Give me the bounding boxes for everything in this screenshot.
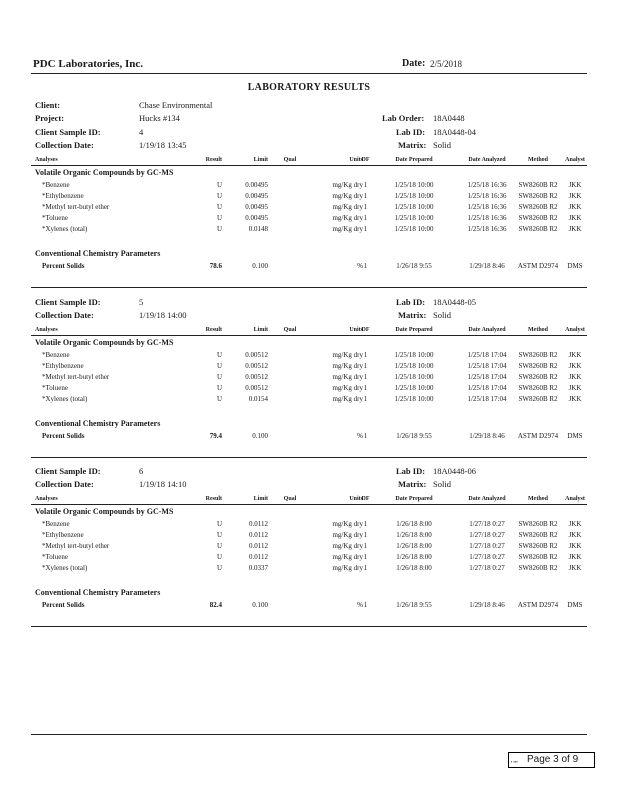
- table-cell-analysis: *Benzene: [42, 181, 70, 189]
- table-cell-limit: 0.0337: [248, 564, 268, 572]
- table-cell-df: 1: [363, 203, 368, 211]
- table-cell-analysis: *Methyl tert-butyl ether: [42, 203, 110, 211]
- table-cell-result: U: [216, 362, 222, 370]
- lab-id-label: Lab ID:: [396, 127, 426, 137]
- col-header-qual: Qual: [283, 157, 297, 163]
- section-title-voc: Volatile Organic Compounds by GC-MS: [35, 168, 174, 177]
- table-cell-date-prepared: 1/26/18 9:55: [396, 601, 432, 609]
- table-cell-date-prepared: 1/26/18 9:55: [396, 432, 432, 440]
- col-header-result: Result: [205, 157, 222, 163]
- table-cell-date-analyzed: 1/29/18 8:46: [469, 432, 505, 440]
- table-cell-units: mg/Kg dry: [332, 373, 363, 381]
- table-cell-result: U: [216, 225, 222, 233]
- table-cell-date-prepared: 1/26/18 8:00: [396, 542, 432, 550]
- lab-order-label: Lab Order:: [382, 113, 425, 123]
- table-cell-date-analyzed: 1/27/18 0:27: [469, 520, 505, 528]
- table-cell-analyst: DMS: [567, 601, 583, 609]
- report-title: LABORATORY RESULTS: [247, 82, 371, 93]
- table-cell-analyst: JKK: [568, 214, 582, 222]
- table-cell-units: mg/Kg dry: [332, 214, 363, 222]
- table-cell-date-prepared: 1/26/18 9:55: [396, 262, 432, 270]
- table-cell-df: 1: [363, 432, 368, 440]
- table-cell-analyst: DMS: [567, 432, 583, 440]
- table-cell-result: U: [216, 542, 222, 550]
- table-cell-date-prepared: 1/25/18 10:00: [394, 362, 434, 370]
- table-cell-result: U: [216, 373, 222, 381]
- table-cell-limit: 0.0112: [249, 542, 268, 550]
- table-cell-analyst: JKK: [568, 520, 582, 528]
- table-cell-df: 1: [363, 181, 368, 189]
- column-header-rule: [31, 165, 587, 166]
- table-cell-limit: 0.00495: [245, 181, 268, 189]
- table-cell-date-prepared: 1/26/18 8:00: [396, 553, 432, 561]
- table-cell-units: mg/Kg dry: [332, 192, 363, 200]
- section-title-conventional: Conventional Chemistry Parameters: [35, 419, 161, 428]
- table-cell-analyst: JKK: [568, 351, 582, 359]
- table-cell-method: SW8260B R2: [518, 564, 558, 572]
- client-sample-id: 6: [139, 466, 144, 476]
- table-cell-limit: 0.00495: [245, 214, 268, 222]
- table-cell-units: mg/Kg dry: [332, 203, 363, 211]
- table-cell-method: ASTM D2974: [517, 432, 559, 440]
- table-cell-analyst: JKK: [568, 225, 582, 233]
- collection-date: 1/19/18 14:10: [139, 479, 187, 489]
- col-header-df: DF: [361, 327, 370, 333]
- table-cell-method: SW8260B R2: [518, 225, 558, 233]
- lab-id: 18A0448-04: [433, 127, 476, 137]
- table-cell-units: mg/Kg dry: [332, 362, 363, 370]
- table-cell-analyst: JKK: [568, 542, 582, 550]
- table-cell-df: 1: [363, 384, 368, 392]
- table-cell-df: 1: [363, 553, 368, 561]
- col-header-analyst: Analyst: [565, 496, 585, 502]
- table-cell-units: %: [357, 262, 363, 270]
- col-header-units: Units: [349, 157, 363, 163]
- table-cell-result: 82.4: [209, 601, 222, 609]
- table-cell-units: mg/Kg dry: [332, 520, 363, 528]
- table-cell-method: SW8260B R2: [518, 531, 558, 539]
- table-cell-analyst: JKK: [568, 553, 582, 561]
- table-cell-date-analyzed: 1/29/18 8:46: [469, 262, 505, 270]
- report-date-label: Date:: [402, 58, 426, 69]
- table-cell-df: 1: [363, 601, 368, 609]
- table-cell-df: 1: [363, 373, 368, 381]
- table-cell-analyst: JKK: [568, 384, 582, 392]
- table-cell-date-prepared: 1/25/18 10:00: [394, 384, 434, 392]
- section-title-conventional: Conventional Chemistry Parameters: [35, 588, 161, 597]
- table-cell-date-prepared: 1/25/18 10:00: [394, 373, 434, 381]
- table-cell-date-prepared: 1/26/18 8:00: [396, 520, 432, 528]
- table-cell-date-analyzed: 1/27/18 0:27: [469, 564, 505, 572]
- table-cell-analysis: *Ethylbenzene: [42, 192, 84, 200]
- col-header-result: Result: [205, 496, 222, 502]
- table-cell-method: SW8260B R2: [518, 553, 558, 561]
- table-cell-limit: 0.00512: [245, 362, 268, 370]
- table-cell-units: %: [357, 432, 363, 440]
- table-cell-analyst: JKK: [568, 531, 582, 539]
- table-cell-analysis: *Toluene: [42, 214, 68, 222]
- table-cell-method: SW8260B R2: [518, 214, 558, 222]
- col-header-analysis: Analyses: [35, 496, 58, 502]
- table-cell-method: SW8260B R2: [518, 351, 558, 359]
- table-cell-analysis: *Benzene: [42, 520, 70, 528]
- table-cell-date-prepared: 1/25/18 10:00: [394, 225, 434, 233]
- client-sample-id: 5: [139, 297, 144, 307]
- table-cell-analysis: *Toluene: [42, 384, 68, 392]
- page-indicator: [508, 752, 595, 768]
- client-name: Chase Environmental: [139, 100, 213, 110]
- collection-date: 1/19/18 13:45: [139, 140, 187, 150]
- col-header-qual: Qual: [283, 327, 297, 333]
- table-cell-units: mg/Kg dry: [332, 564, 363, 572]
- collection-date-label: Collection Date:: [35, 479, 94, 489]
- lab-id-label: Lab ID:: [396, 297, 426, 307]
- col-header-limit: Limit: [253, 496, 268, 502]
- table-cell-analysis: *Benzene: [42, 351, 70, 359]
- table-cell-analysis: *Xylenes (total): [42, 564, 88, 572]
- table-cell-date-prepared: 1/25/18 10:00: [394, 214, 434, 222]
- table-cell-limit: 0.0112: [249, 520, 268, 528]
- col-header-analysis: Analyses: [35, 157, 58, 163]
- table-cell-units: mg/Kg dry: [332, 225, 363, 233]
- table-cell-date-analyzed: 1/25/18 16:36: [467, 181, 507, 189]
- col-header-date-analyzed: Date Analyzed: [468, 157, 506, 163]
- col-header-method: Method: [528, 496, 548, 502]
- table-cell-date-analyzed: 1/25/18 17:04: [467, 384, 507, 392]
- table-cell-method: SW8260B R2: [518, 384, 558, 392]
- table-cell-limit: 0.0112: [249, 553, 268, 561]
- lab-id: 18A0448-06: [433, 466, 476, 476]
- table-cell-df: 1: [363, 395, 368, 403]
- table-cell-date-prepared: 1/25/18 10:00: [394, 203, 434, 211]
- table-cell-df: 1: [363, 564, 368, 572]
- company-name: PDC Laboratories, Inc.: [33, 58, 143, 70]
- table-cell-date-analyzed: 1/25/18 16:36: [467, 192, 507, 200]
- table-cell-analyst: DMS: [567, 262, 583, 270]
- table-cell-analyst: JKK: [568, 181, 582, 189]
- table-cell-date-analyzed: 1/25/18 16:36: [467, 214, 507, 222]
- col-header-method: Method: [528, 327, 548, 333]
- table-cell-limit: 0.00495: [245, 192, 268, 200]
- lab-order: 18A0448: [433, 113, 465, 123]
- page-number: Page 3 of 9: [527, 754, 579, 765]
- column-header-rule: [31, 504, 587, 505]
- table-cell-method: SW8260B R2: [518, 520, 558, 528]
- section-title-voc: Volatile Organic Compounds by GC-MS: [35, 507, 174, 516]
- client-sample-id-label: Client Sample ID:: [35, 466, 101, 476]
- report-date: 2/5/2018: [430, 59, 463, 69]
- col-header-date-prepared: Date Prepared: [395, 157, 433, 163]
- col-header-date-analyzed: Date Analyzed: [468, 327, 506, 333]
- col-header-method: Method: [528, 157, 548, 163]
- table-cell-df: 1: [363, 531, 368, 539]
- table-cell-units: mg/Kg dry: [332, 553, 363, 561]
- table-cell-date-analyzed: 1/25/18 17:04: [467, 351, 507, 359]
- table-cell-df: 1: [363, 542, 368, 550]
- table-cell-result: U: [216, 351, 222, 359]
- table-cell-result: U: [216, 203, 222, 211]
- project-name: Hucks #134: [139, 113, 180, 123]
- section-title-voc: Volatile Organic Compounds by GC-MS: [35, 338, 174, 347]
- table-cell-df: 1: [363, 214, 368, 222]
- col-header-units: Units: [349, 327, 363, 333]
- matrix-label: Matrix:: [398, 310, 427, 320]
- col-header-qual: Qual: [283, 496, 297, 502]
- col-header-units: Units: [349, 496, 363, 502]
- table-cell-analysis: Percent Solids: [42, 601, 85, 609]
- table-cell-date-analyzed: 1/25/18 17:04: [467, 373, 507, 381]
- table-cell-date-prepared: 1/25/18 10:00: [394, 192, 434, 200]
- header-rule: [31, 73, 587, 74]
- table-cell-method: SW8260B R2: [518, 373, 558, 381]
- table-cell-analyst: JKK: [568, 192, 582, 200]
- sample-block-rule: [31, 626, 587, 627]
- client-sample-id-label: Client Sample ID:: [35, 127, 101, 137]
- table-cell-result: U: [216, 564, 222, 572]
- col-header-analyst: Analyst: [565, 157, 585, 163]
- table-cell-analysis: *Ethylbenzene: [42, 362, 84, 370]
- client-sample-id: 4: [139, 127, 144, 137]
- table-cell-limit: 0.00512: [245, 373, 268, 381]
- table-cell-df: 1: [363, 351, 368, 359]
- page-mark-icon: ▪ ▪▪▪: [511, 759, 518, 764]
- table-cell-result: U: [216, 395, 222, 403]
- table-cell-date-analyzed: 1/25/18 16:36: [467, 203, 507, 211]
- table-cell-result: U: [216, 192, 222, 200]
- table-cell-analysis: *Toluene: [42, 553, 68, 561]
- table-cell-date-prepared: 1/25/18 10:00: [394, 351, 434, 359]
- table-cell-date-prepared: 1/26/18 8:00: [396, 564, 432, 572]
- table-cell-method: ASTM D2974: [517, 601, 559, 609]
- table-cell-result: 78.6: [209, 262, 222, 270]
- table-cell-analysis: Percent Solids: [42, 432, 85, 440]
- section-title-conventional: Conventional Chemistry Parameters: [35, 249, 161, 258]
- table-cell-units: mg/Kg dry: [332, 181, 363, 189]
- table-cell-analyst: JKK: [568, 203, 582, 211]
- col-header-date-prepared: Date Prepared: [395, 327, 433, 333]
- table-cell-method: SW8260B R2: [518, 542, 558, 550]
- col-header-analysis: Analyses: [35, 327, 58, 333]
- table-cell-result: U: [216, 181, 222, 189]
- table-cell-result: U: [216, 520, 222, 528]
- table-cell-units: mg/Kg dry: [332, 531, 363, 539]
- table-cell-result: 79.4: [209, 432, 222, 440]
- table-cell-limit: 0.100: [252, 432, 268, 440]
- table-cell-analysis: *Methyl tert-butyl ether: [42, 542, 110, 550]
- table-cell-analysis: *Methyl tert-butyl ether: [42, 373, 110, 381]
- col-header-limit: Limit: [253, 157, 268, 163]
- collection-date: 1/19/18 14:00: [139, 310, 187, 320]
- lab-id-label: Lab ID:: [396, 466, 426, 476]
- table-cell-result: U: [216, 531, 222, 539]
- table-cell-analyst: JKK: [568, 395, 582, 403]
- table-cell-df: 1: [363, 192, 368, 200]
- table-cell-date-prepared: 1/25/18 10:00: [394, 181, 434, 189]
- matrix-label: Matrix:: [398, 140, 427, 150]
- table-cell-method: SW8260B R2: [518, 395, 558, 403]
- matrix: Solid: [433, 310, 451, 320]
- table-cell-date-analyzed: 1/27/18 0:27: [469, 553, 505, 561]
- client-label: Client:: [35, 100, 61, 110]
- column-header-rule: [31, 335, 587, 336]
- matrix: Solid: [433, 479, 451, 489]
- col-header-df: DF: [361, 496, 370, 502]
- footer-rule: [31, 734, 587, 735]
- table-cell-date-prepared: 1/25/18 10:00: [394, 395, 434, 403]
- collection-date-label: Collection Date:: [35, 140, 94, 150]
- col-header-limit: Limit: [253, 327, 268, 333]
- table-cell-analysis: *Xylenes (total): [42, 395, 88, 403]
- table-cell-date-prepared: 1/26/18 8:00: [396, 531, 432, 539]
- table-cell-limit: 0.0154: [248, 395, 268, 403]
- col-header-date-prepared: Date Prepared: [395, 496, 433, 502]
- table-cell-units: mg/Kg dry: [332, 384, 363, 392]
- table-cell-date-analyzed: 1/25/18 16:36: [467, 225, 507, 233]
- table-cell-result: U: [216, 553, 222, 561]
- project-label: Project:: [35, 113, 65, 123]
- table-cell-date-analyzed: 1/27/18 0:27: [469, 531, 505, 539]
- table-cell-units: %: [357, 601, 363, 609]
- table-cell-df: 1: [363, 362, 368, 370]
- table-cell-analyst: JKK: [568, 362, 582, 370]
- col-header-result: Result: [205, 327, 222, 333]
- table-cell-analysis: *Ethylbenzene: [42, 531, 84, 539]
- client-sample-id-label: Client Sample ID:: [35, 297, 101, 307]
- table-cell-method: SW8260B R2: [518, 192, 558, 200]
- table-cell-units: mg/Kg dry: [332, 542, 363, 550]
- matrix-label: Matrix:: [398, 479, 427, 489]
- table-cell-date-analyzed: 1/29/18 8:46: [469, 601, 505, 609]
- table-cell-limit: 0.00495: [245, 203, 268, 211]
- table-cell-df: 1: [363, 262, 368, 270]
- table-cell-limit: 0.0148: [248, 225, 268, 233]
- table-cell-method: SW8260B R2: [518, 181, 558, 189]
- table-cell-limit: 0.100: [252, 601, 268, 609]
- sample-block-rule: [31, 457, 587, 458]
- table-cell-date-analyzed: 1/25/18 17:04: [467, 395, 507, 403]
- table-cell-result: U: [216, 214, 222, 222]
- table-cell-method: SW8260B R2: [518, 203, 558, 211]
- table-cell-df: 1: [363, 225, 368, 233]
- matrix: Solid: [433, 140, 451, 150]
- table-cell-limit: 0.00512: [245, 384, 268, 392]
- table-cell-analyst: JKK: [568, 373, 582, 381]
- col-header-df: DF: [361, 157, 370, 163]
- table-cell-analysis: Percent Solids: [42, 262, 85, 270]
- table-cell-date-analyzed: 1/25/18 17:04: [467, 362, 507, 370]
- table-cell-limit: 0.00512: [245, 351, 268, 359]
- collection-date-label: Collection Date:: [35, 310, 94, 320]
- col-header-analyst: Analyst: [565, 327, 585, 333]
- col-header-date-analyzed: Date Analyzed: [468, 496, 506, 502]
- sample-block-rule: [31, 287, 587, 288]
- table-cell-units: mg/Kg dry: [332, 351, 363, 359]
- table-cell-method: SW8260B R2: [518, 362, 558, 370]
- table-cell-limit: 0.100: [252, 262, 268, 270]
- table-cell-df: 1: [363, 520, 368, 528]
- table-cell-date-analyzed: 1/27/18 0:27: [469, 542, 505, 550]
- table-cell-result: U: [216, 384, 222, 392]
- table-cell-method: ASTM D2974: [517, 262, 559, 270]
- table-cell-limit: 0.0112: [249, 531, 268, 539]
- table-cell-analysis: *Xylenes (total): [42, 225, 88, 233]
- table-cell-analyst: JKK: [568, 564, 582, 572]
- lab-id: 18A0448-05: [433, 297, 476, 307]
- table-cell-units: mg/Kg dry: [332, 395, 363, 403]
